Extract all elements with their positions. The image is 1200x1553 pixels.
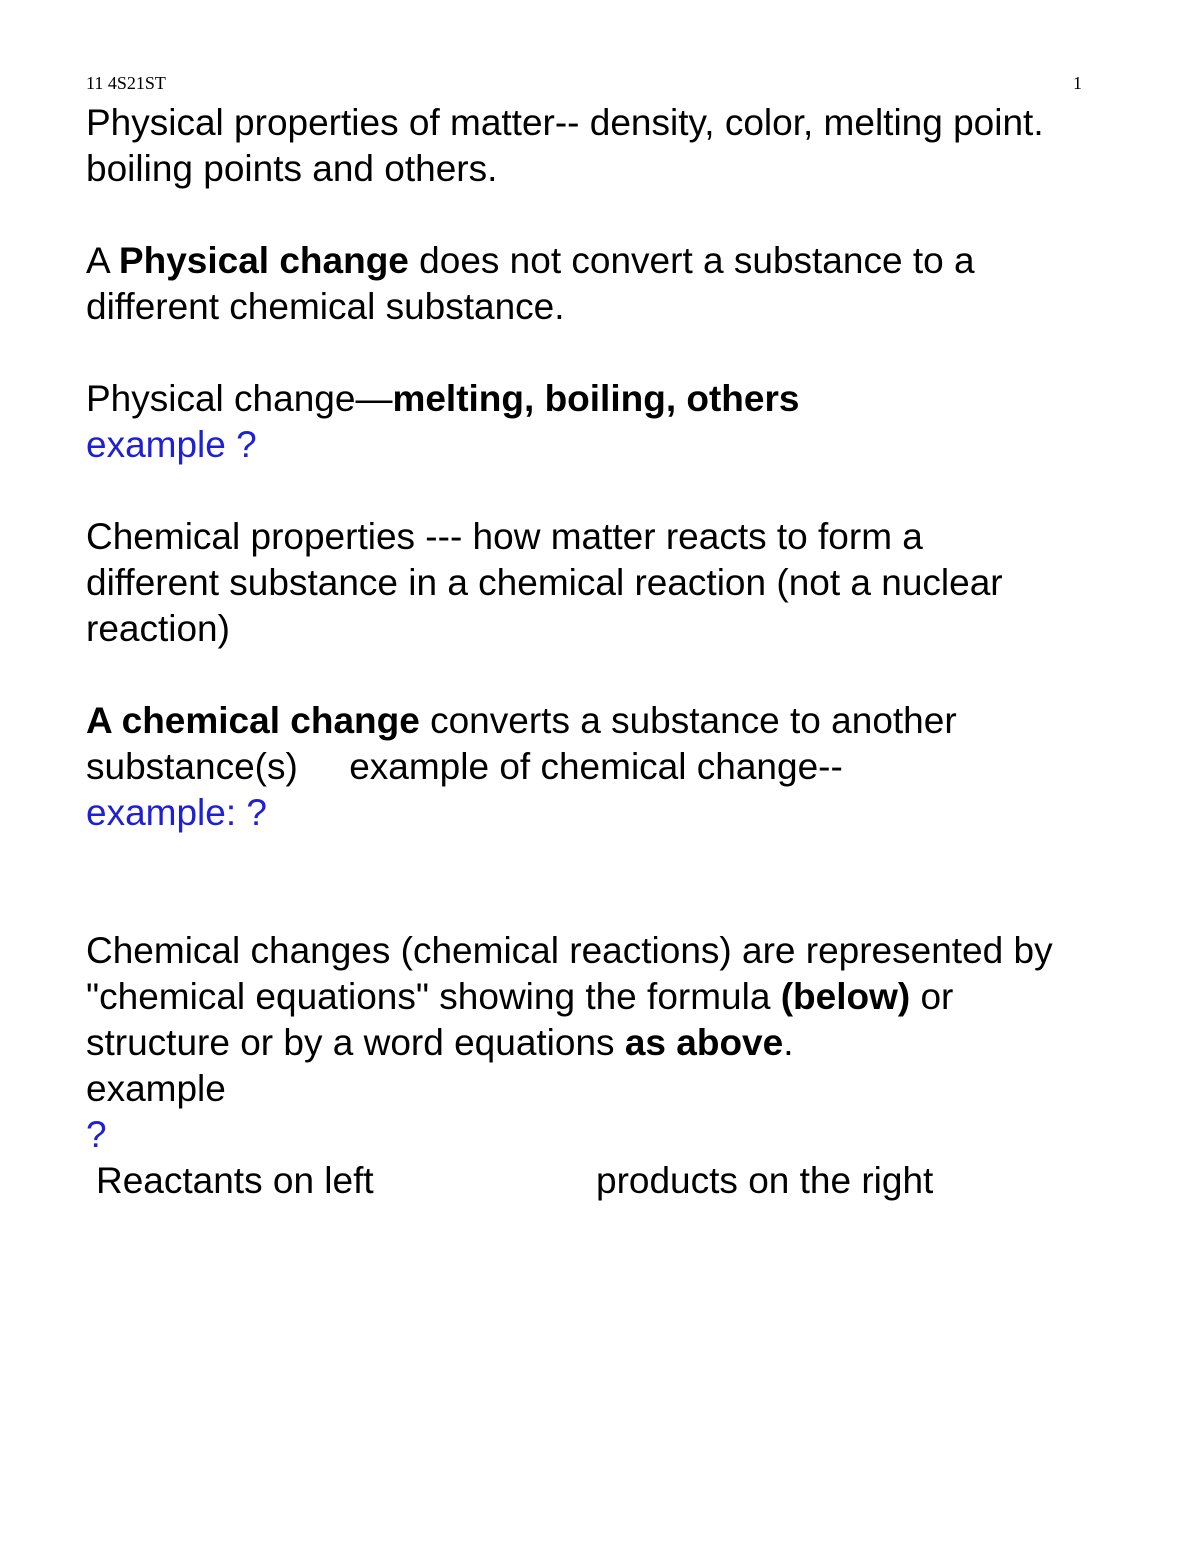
physical-change-prefix: A xyxy=(86,240,119,281)
chemical-equations-line-2-end: or xyxy=(910,976,954,1017)
physical-properties-paragraph xyxy=(86,100,1126,192)
physical-change-line-2: different chemical substance. xyxy=(86,286,565,327)
physical-change-examples-paragraph xyxy=(86,376,1126,468)
chemical-change-line-1-rest: converts a substance to another xyxy=(419,700,957,741)
physical-change-example-prompt: example ? xyxy=(86,424,257,465)
chemical-equations-line-2 xyxy=(86,974,1126,1020)
chemical-change-line-1 xyxy=(86,698,1126,744)
chemical-equations-example-label: example xyxy=(86,1068,226,1109)
chemical-equations-line-3-end: . xyxy=(783,1022,794,1063)
chemical-equations-line-3 xyxy=(86,1020,1126,1066)
chemical-change-term: A chemical change xyxy=(86,700,420,741)
chemical-equations-line-1: Chemical changes (chemical reactions) are represented by xyxy=(86,930,1053,971)
page-number: 1 xyxy=(1073,73,1082,93)
chemical-equations-line-3-start: structure or by a word equations xyxy=(86,1022,625,1063)
chemical-properties-line-1: Chemical properties --- how matter reacts to form a xyxy=(86,516,923,557)
document-body xyxy=(86,100,1126,1204)
page-header xyxy=(86,72,1082,94)
physical-properties-line-1: Physical properties of matter-- density, color, melting point. xyxy=(86,102,1044,143)
physical-change-bold-examples: melting, boiling, others xyxy=(392,378,800,419)
chemical-equations-paragraph xyxy=(86,928,1126,1204)
physical-properties-line-2: boiling points and others. xyxy=(86,148,498,189)
products-label: products on the right xyxy=(596,1160,934,1201)
chemical-change-line-2: substance(s) example of chemical change-- xyxy=(86,746,843,787)
physical-change-line-1 xyxy=(86,238,1126,284)
chemical-change-paragraph xyxy=(86,698,1126,836)
document-id: 11 4S21ST xyxy=(86,73,166,93)
chemical-properties-line-3: reaction) xyxy=(86,608,230,649)
chemical-equations-question-mark: ? xyxy=(86,1114,107,1155)
chemical-change-example-prompt: example: ? xyxy=(86,792,267,833)
physical-change-examples-line xyxy=(86,376,1126,422)
chemical-equations-line-3-bold: as above xyxy=(624,1022,784,1063)
chemical-equations-line-2-start: "chemical equations" showing the formula xyxy=(86,976,781,1017)
physical-change-term: Physical change xyxy=(118,240,409,281)
physical-change-label: Physical change— xyxy=(86,378,393,419)
chemical-equations-line-2-bold: (below) xyxy=(780,976,911,1017)
physical-change-line-1-rest: does not convert a substance to a xyxy=(408,240,975,281)
chemical-properties-line-2: different substance in a chemical reaction (not a nuclear xyxy=(86,562,1003,603)
reactants-label: Reactants on left xyxy=(96,1160,374,1201)
physical-change-paragraph xyxy=(86,238,1126,330)
reactants-products-row xyxy=(86,1158,1126,1204)
chemical-properties-paragraph xyxy=(86,514,1126,652)
